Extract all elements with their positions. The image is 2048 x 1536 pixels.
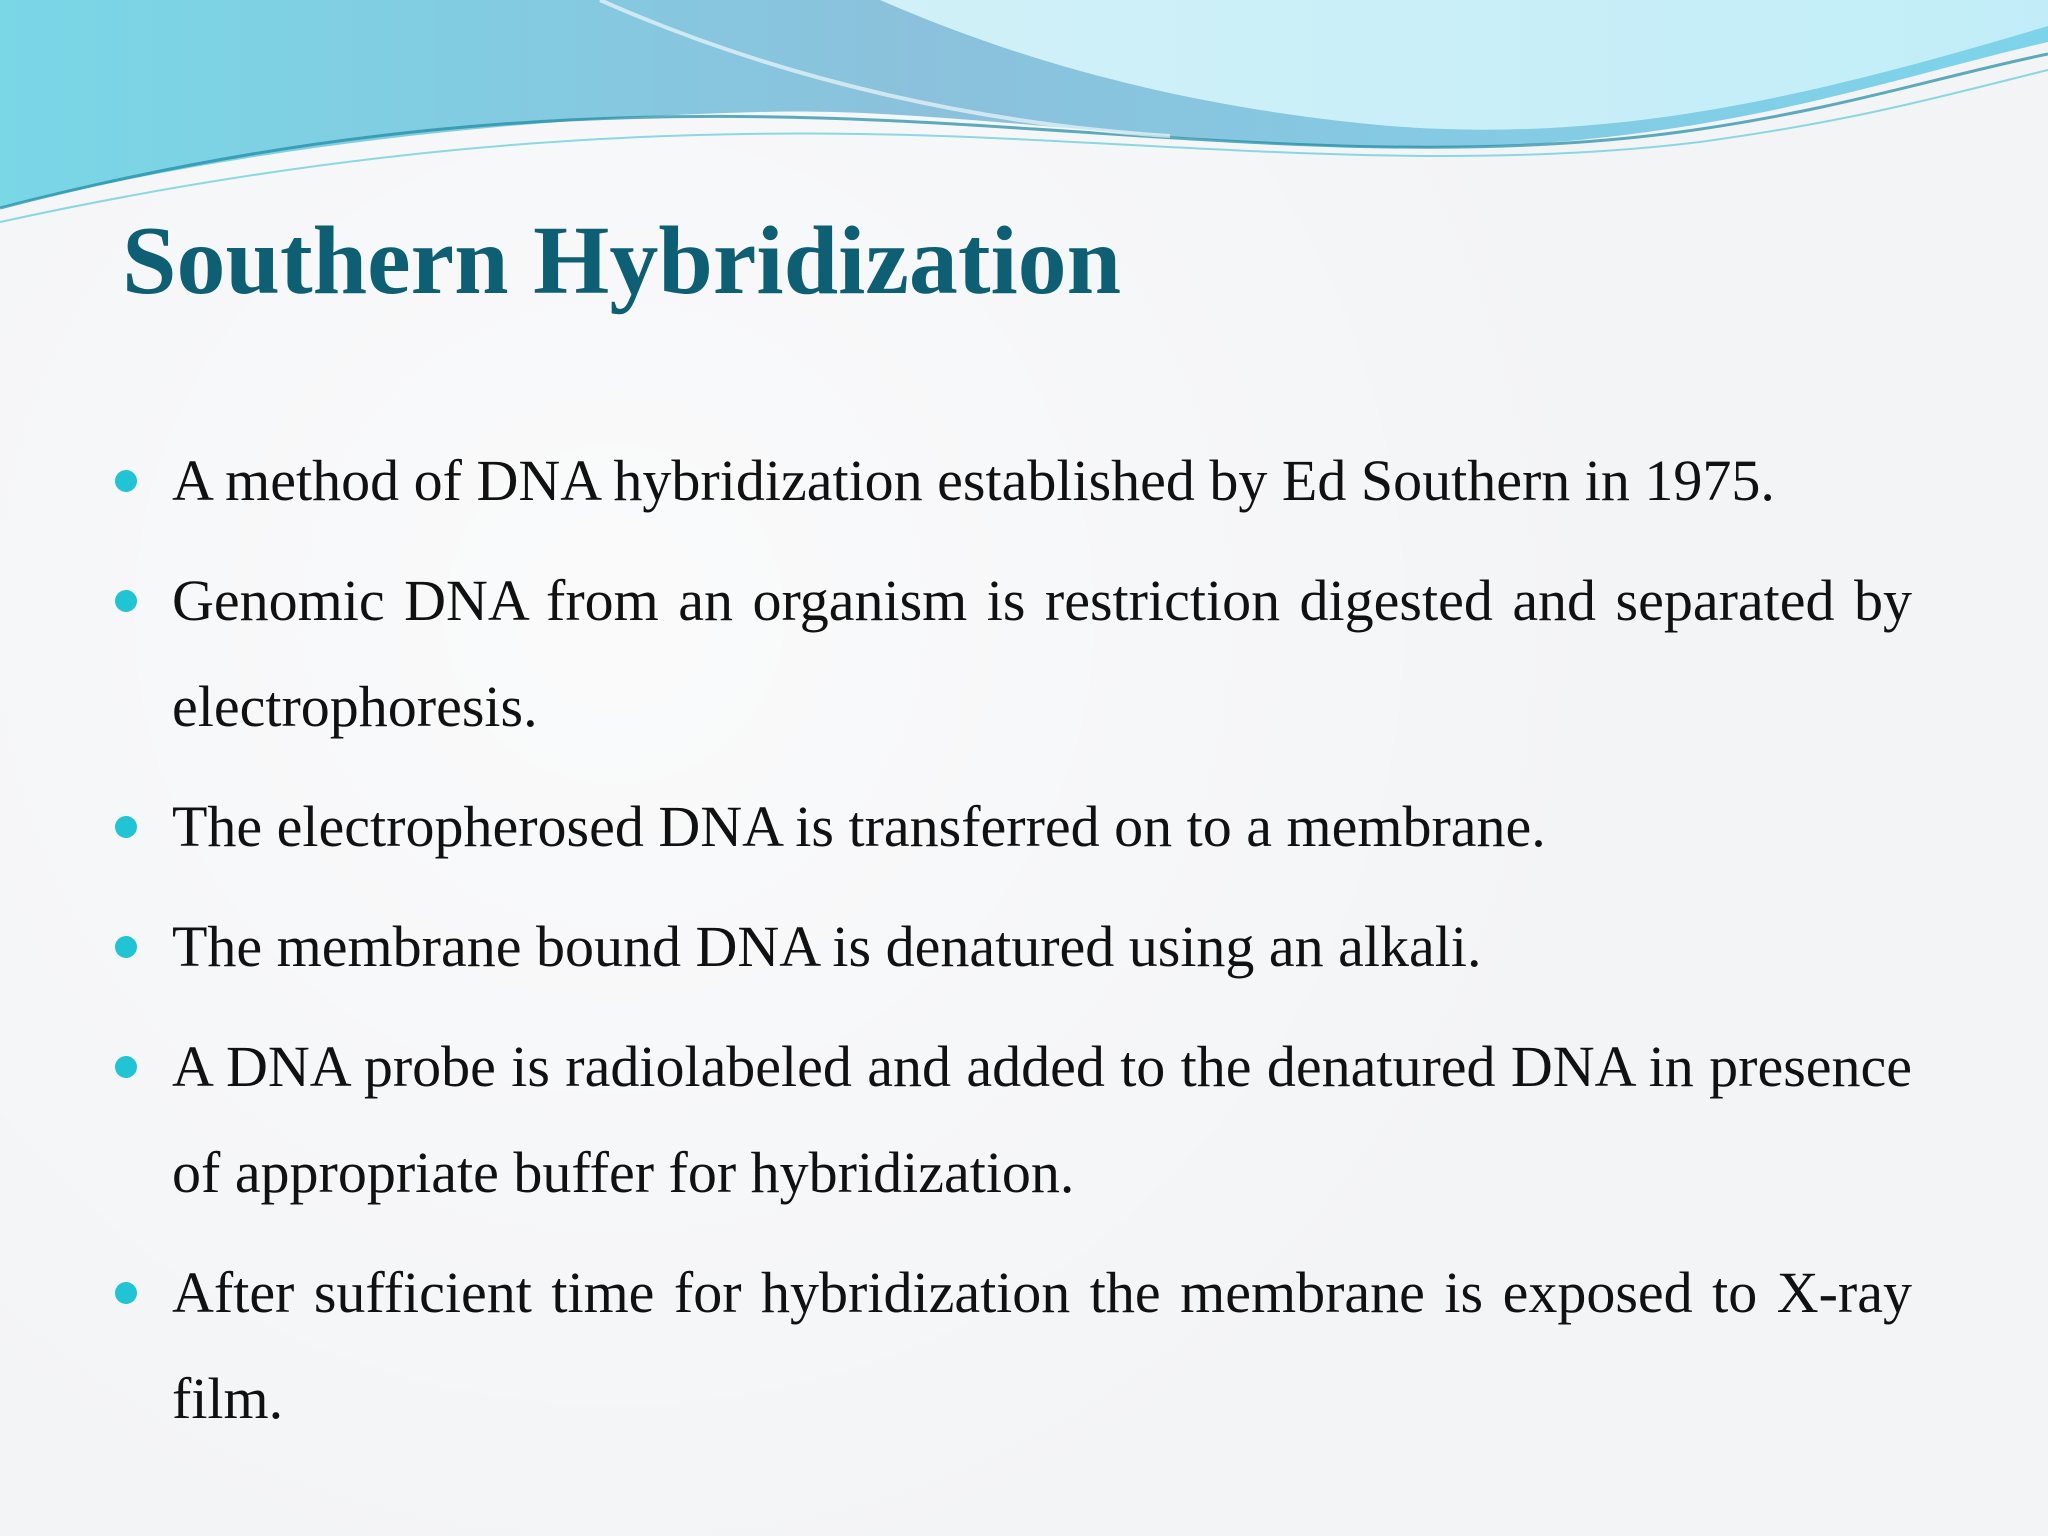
slide-title: Southern Hybridization <box>122 207 1122 315</box>
bullet-marker-icon <box>115 936 137 958</box>
bullet-marker-icon <box>115 590 137 612</box>
bullet-item-6 <box>112 1240 1912 1452</box>
bullet-item-4 <box>112 894 1912 1000</box>
bullet-marker-icon <box>115 1056 137 1078</box>
bullet-text: The membrane bound DNA is denatured using an alkali. <box>172 914 1482 979</box>
bullet-list <box>112 428 1912 1466</box>
bullet-marker-icon <box>115 470 137 492</box>
bullet-text: A method of DNA hybridization established by Ed Southern in 1975. <box>172 448 1775 513</box>
bullet-item-3 <box>112 774 1912 880</box>
bullet-item-1 <box>112 428 1912 534</box>
bullet-marker-icon <box>115 1282 137 1304</box>
decorative-wave-header <box>0 0 2048 240</box>
bullet-text: After sufficient time for hybridization the membrane is exposed to X-ray film. <box>172 1260 1912 1431</box>
bullet-marker-icon <box>115 816 137 838</box>
bullet-item-2 <box>112 548 1912 760</box>
bullet-text: The electropherosed DNA is transferred on to a membrane. <box>172 794 1546 859</box>
bullet-item-5 <box>112 1014 1912 1226</box>
bullet-text: A DNA probe is radiolabeled and added to the denatured DNA in presence of appropriate buffer for hybridization. <box>172 1034 1912 1205</box>
bullet-text: Genomic DNA from an organism is restriction digested and separated by electrophoresis. <box>172 568 1912 739</box>
